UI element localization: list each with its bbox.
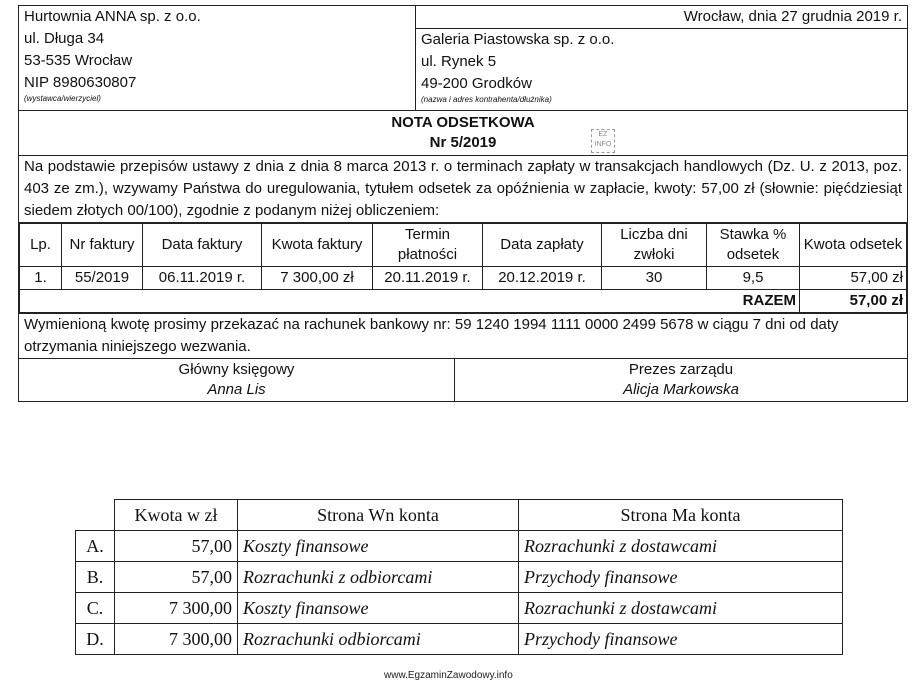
issuer-nip: NIP 8980630807 [24, 74, 137, 91]
answer-ma: Przychody finansowe [519, 562, 843, 593]
header-cell: Termin płatności [373, 224, 483, 267]
recipient-block [416, 6, 908, 111]
answers-header-cell: Strona Wn konta [238, 500, 519, 531]
row-cell: 1. [20, 267, 62, 290]
left-signature [19, 359, 455, 401]
row-cell: 9,5 [707, 267, 800, 290]
answers-header-cell: Kwota w zł [115, 500, 238, 531]
bank-text: Wymienioną kwotę prosimy przekazać na rachunek bankowy nr: 59 1240 1994 1111 0000 2499 5678 w ciągu 7 dni od daty otrzymania niniejszego wezwania. [19, 314, 908, 359]
answers-header-cell: Strona Ma konta [519, 500, 843, 531]
header-cell: Stawka % odsetek [707, 224, 800, 267]
answers-table [75, 499, 843, 655]
issuer-name: Hurtownia ANNA sp. z o.o. [24, 8, 201, 25]
left-role: Główny księgowy [178, 361, 295, 378]
title-block [19, 111, 908, 156]
right-role: Prezes zarządu [628, 361, 734, 378]
right-signature [455, 359, 908, 401]
note-number: Nr 5/2019 [429, 134, 497, 151]
row-cell: 30 [602, 267, 707, 290]
answer-wn: Koszty finansowe [238, 531, 519, 562]
interest-note [18, 5, 908, 402]
answer-label: C. [76, 593, 115, 624]
issuer-caption: (wystawca/wierzyciel) [24, 94, 101, 103]
recipient-name: Galeria Piastowska sp. z o.o. [421, 31, 615, 48]
header-cell: Kwota faktury [262, 224, 373, 267]
answer-row-c[interactable] [76, 593, 843, 624]
answer-label: A. [76, 531, 115, 562]
row-cell: 7 300,00 zł [262, 267, 373, 290]
answers-header [76, 500, 843, 531]
left-name: Anna Lis [207, 381, 266, 398]
answer-amount: 7 300,00 [115, 593, 238, 624]
answer-wn: Rozrachunki z odbiorcami [238, 562, 519, 593]
header-cell: Data faktury [143, 224, 262, 267]
right-name: Alicja Markowska [623, 381, 739, 398]
recipient-city: 49-200 Grodków [421, 75, 532, 92]
header-cell: Kwota odsetek [800, 224, 907, 267]
answer-label: D. [76, 624, 115, 655]
intro-text: Na podstawie przepisów ustawy z dnia z dnia 8 marca 2013 r. o terminach zapłaty w transakcjach handlowych (Dz. U. z 2013, poz. 403 ze zm.), wzywamy Państwa do uregulowania, tytułem odsetek za opóźnienia w zapłacie, kwoty: 57,00 zł (słownie: pięćdziesiąt siedem złotych 00/100), zgodnie z podanym niżej obliczeniem: [19, 156, 908, 223]
row-cell: 06.11.2019 r. [143, 267, 262, 290]
answer-label: B. [76, 562, 115, 593]
answer-ma: Rozrachunki z dostawcami [519, 531, 843, 562]
ez-info-logo: EZ INFO [591, 129, 615, 153]
answer-ma: Rozrachunki z dostawcami [519, 593, 843, 624]
calc-table-header [20, 224, 907, 267]
issuer-city: 53-535 Wrocław [24, 52, 133, 69]
answer-row-b[interactable] [76, 562, 843, 593]
answer-amount: 7 300,00 [115, 624, 238, 655]
issuer-block [19, 6, 416, 111]
calc-table [19, 223, 907, 313]
answer-amount: 57,00 [115, 562, 238, 593]
answer-amount: 57,00 [115, 531, 238, 562]
row-cell: 20.11.2019 r. [373, 267, 483, 290]
sum-label: RAZEM [20, 290, 800, 313]
site-footer[interactable]: www.EgzaminZawodowy.info [384, 670, 513, 681]
row-cell: 57,00 zł [800, 267, 907, 290]
calc-table-cell [19, 223, 908, 314]
header-cell: Lp. [20, 224, 62, 267]
issuer-street: ul. Długa 34 [24, 30, 105, 47]
recipient-caption: (nazwa i adres kontrahenta/dłużnika) [421, 95, 552, 104]
answer-row-a[interactable] [76, 531, 843, 562]
recipient-street: ul. Rynek 5 [421, 53, 497, 70]
answer-wn: Rozrachunki odbiorcami [238, 624, 519, 655]
signatures-cell [19, 359, 908, 402]
answer-wn: Koszty finansowe [238, 593, 519, 624]
note-title: NOTA ODSETKOWA [391, 114, 535, 131]
signatures [19, 359, 907, 401]
row-cell: 55/2019 [62, 267, 143, 290]
answer-row-d[interactable] [76, 624, 843, 655]
header-cell: Liczba dni zwłoki [602, 224, 707, 267]
table-row [20, 267, 907, 290]
sum-row [20, 290, 907, 313]
header-cell: Data zapłaty [483, 224, 602, 267]
row-cell: 20.12.2019 r. [483, 267, 602, 290]
date-line: Wrocław, dnia 27 grudnia 2019 r. [683, 8, 902, 25]
answer-ma: Przychody finansowe [519, 624, 843, 655]
empty-corner [76, 500, 115, 531]
header-cell: Nr faktury [62, 224, 143, 267]
sum-value: 57,00 zł [800, 290, 907, 313]
